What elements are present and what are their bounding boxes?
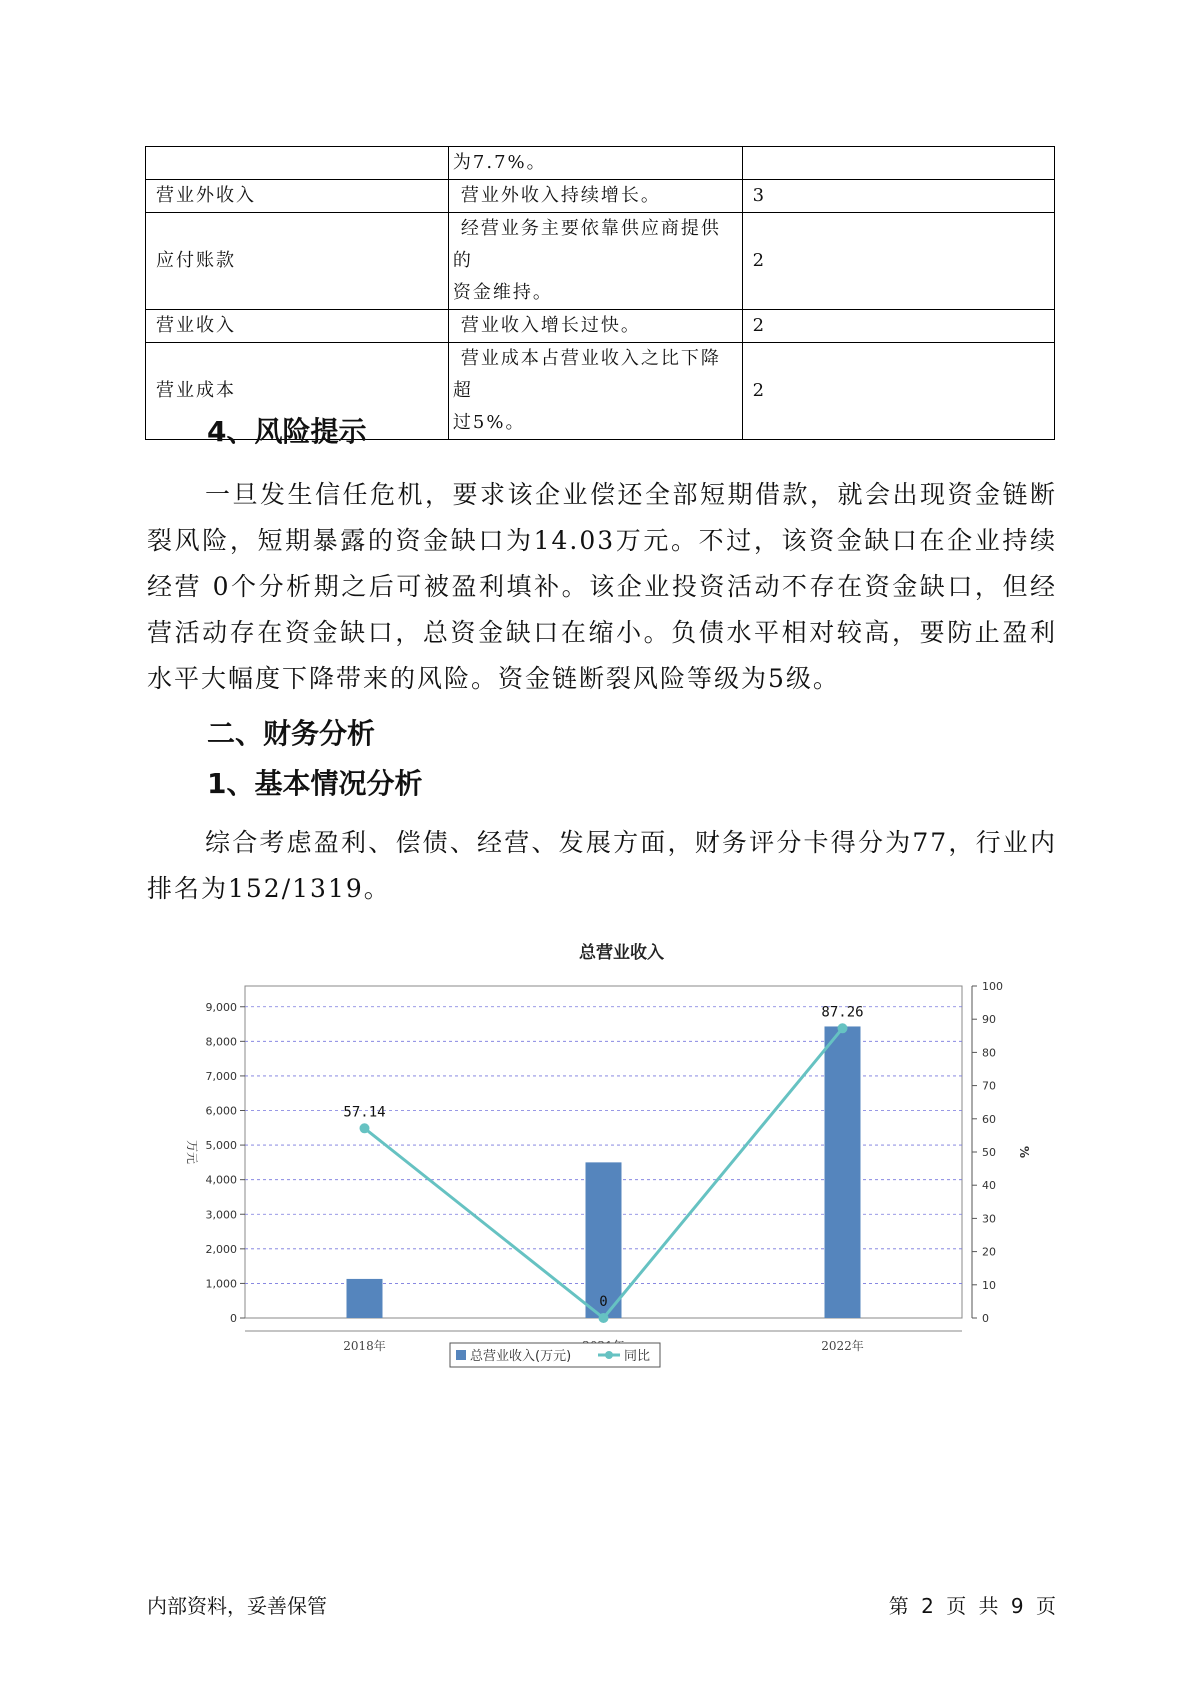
legend-swatch-point	[605, 1351, 613, 1359]
table-cell-desc	[448, 213, 742, 310]
chart-title: 总营业收入	[579, 943, 664, 963]
table-cell-score: 3	[742, 180, 1054, 213]
y-tick-label: 8,000	[205, 1035, 237, 1049]
basic-analysis-paragraph	[147, 820, 1057, 912]
legend-swatch-bar	[456, 1350, 466, 1360]
y-tick-label: 6,000	[205, 1104, 237, 1118]
table-row	[146, 147, 1055, 180]
y-tick-label: 2,000	[205, 1242, 237, 1256]
risk-paragraph-text: 一旦发生信任危机，要求该企业偿还全部短期借款，就会出现资金链断裂风险，短期暴露的资金缺口为14.03万元。不过，该资金缺口在企业持续经营 0个分析期之后可被盈利填补。该企业投资活动不存在资金缺口，但经营活动存在资金缺口，总资金缺口在缩小。负债水平相对较高，要防止盈利水平大幅度下降带来的风险。资金链断裂风险等级为5级。	[147, 480, 1057, 693]
y2-tick-label: 0	[982, 1312, 989, 1325]
table-cell-desc-text: 营业收入增长过快。	[460, 315, 641, 336]
basic-analysis-text: 综合考虑盈利、偿债、经营、发展方面，财务评分卡得分为77，行业内排名为152/1319。	[147, 828, 1057, 903]
y2-tick-label: 70	[982, 1079, 996, 1093]
table-cell-score	[742, 147, 1054, 180]
table-row	[146, 180, 1055, 213]
y-tick-label: 5,000	[205, 1139, 237, 1153]
legend-label-line: 同比	[624, 1349, 651, 1364]
basic-analysis-heading: 1、基本情况分析	[207, 767, 423, 800]
revenue-chart-svg	[150, 930, 1050, 1400]
table-cell-desc	[448, 310, 742, 343]
revenue-chart	[150, 930, 1050, 1400]
table-cell-desc-text: 营业外收入持续增长。	[460, 185, 661, 206]
table-cell-desc-line2: 过5%。	[452, 412, 526, 433]
yoy-point	[599, 1313, 609, 1323]
table-cell-item: 营业收入	[146, 310, 449, 343]
y2-axis-label: %	[1017, 1145, 1031, 1159]
bar	[825, 1026, 861, 1318]
y2-tick-label: 100	[982, 980, 1003, 993]
table-row	[146, 310, 1055, 343]
y2-tick-label: 60	[982, 1112, 996, 1126]
y2-tick-label: 50	[982, 1146, 996, 1159]
yoy-point	[360, 1123, 370, 1133]
y2-tick-label: 40	[982, 1179, 996, 1193]
y-tick-label: 0	[230, 1312, 237, 1325]
y-tick-label: 3,000	[205, 1208, 237, 1222]
table-cell-item: 营业外收入	[146, 180, 449, 213]
x-tick-label: 2022年	[821, 1339, 864, 1353]
table-row	[146, 213, 1055, 310]
y2-tick-label: 10	[982, 1278, 996, 1292]
bar	[347, 1279, 383, 1318]
y-tick-label: 9,000	[205, 1000, 237, 1014]
y2-tick-label: 20	[982, 1245, 996, 1259]
y2-tick-label: 90	[982, 1013, 996, 1027]
y-tick-label: 1,000	[205, 1277, 237, 1291]
risk-table	[145, 146, 1055, 440]
y-tick-label: 4,000	[205, 1173, 237, 1187]
y2-tick-label: 80	[982, 1046, 996, 1060]
table-cell-score: 2	[742, 343, 1054, 440]
table-cell-desc: 为7.7%。	[448, 147, 742, 180]
data-label: 87.26	[821, 1004, 864, 1021]
yoy-point	[838, 1023, 848, 1033]
footer-confidential: 内部资料，妥善保管	[147, 1594, 327, 1618]
data-label: 57.14	[343, 1104, 386, 1121]
table-cell-item: 营业成本	[146, 343, 449, 440]
table-cell-item	[146, 147, 449, 180]
y-tick-label: 7,000	[205, 1069, 237, 1083]
risk-heading: 4、风险提示	[207, 415, 367, 448]
finance-heading: 二、财务分析	[207, 717, 376, 750]
y-axis-label: 万元	[185, 1139, 199, 1165]
table-cell-score: 2	[742, 213, 1054, 310]
table-cell-score: 2	[742, 310, 1054, 343]
table-cell-desc-line2: 资金维持。	[452, 282, 553, 303]
y2-tick-label: 30	[982, 1212, 996, 1226]
legend-label-bar: 总营业收入(万元)	[470, 1349, 572, 1364]
table-cell-desc-line1: 经营业务主要依靠供应商提供的	[452, 218, 721, 271]
footer-page-number: 第 2 页 共 9 页	[888, 1594, 1056, 1618]
table-cell-desc	[448, 343, 742, 440]
table-cell-desc-line1: 营业成本占营业收入之比下降超	[452, 348, 721, 401]
risk-paragraph	[147, 472, 1057, 702]
x-tick-label: 2018年	[343, 1339, 386, 1353]
table-cell-item: 应付账款	[146, 213, 449, 310]
table-cell-desc	[448, 180, 742, 213]
data-label: 0	[599, 1294, 608, 1310]
